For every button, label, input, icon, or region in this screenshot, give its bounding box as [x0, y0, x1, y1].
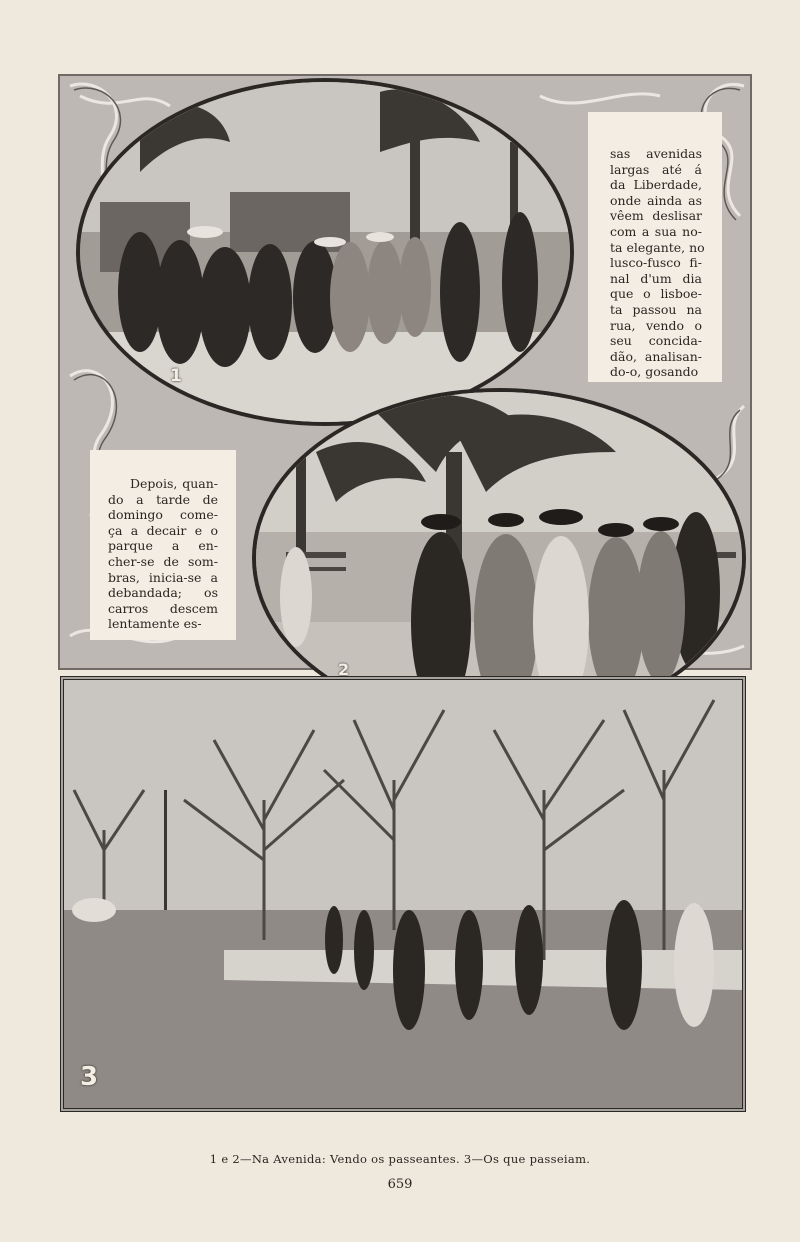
text-line: ça a decair e o [108, 522, 218, 538]
photo-3-illustration [64, 680, 742, 1108]
photo-avenue-seated-spectators [76, 78, 574, 426]
text-line: do-o, gosando [610, 364, 699, 380]
text-line: ta passou na [610, 301, 702, 317]
text-line: dão, analisan- [610, 348, 702, 364]
text-line: sas avenidas [610, 146, 702, 161]
photo-caption: 1 e 2—Na Avenida: Vendo os passeantes. 3—Os que passeiam. [209, 1152, 591, 1166]
article-text-continuation [588, 112, 722, 382]
text-line: rua, vendo o [610, 317, 702, 333]
text-line: que o lisboe- [610, 286, 702, 302]
text-line: vêem deslisar [610, 208, 702, 224]
text-line: Depois, quan- [130, 476, 218, 491]
text-line: nal d'um dia [610, 270, 702, 286]
photo-1-illustration [80, 82, 570, 422]
text-line: lusco-fusco fi- [610, 255, 702, 271]
text-line: seu concida- [610, 333, 702, 349]
text-line: com a sua no- [610, 223, 702, 239]
photo-promenade-walkers [60, 676, 746, 1112]
text-line: da Liberdade, [610, 177, 702, 193]
figure-number-1: 1 [170, 366, 182, 386]
text-line: largas até á [610, 161, 702, 177]
text-line: do a tarde de [108, 491, 218, 507]
photo-2-illustration [256, 392, 742, 724]
text-line: ta elegante, no [610, 239, 705, 255]
text-line: lentamente es- [108, 616, 202, 632]
page-number: 659 [387, 1177, 413, 1192]
text-line: carros descem [108, 600, 218, 616]
figure-number-2: 2 [338, 660, 350, 679]
article-text-opening [90, 450, 236, 640]
text-line: onde ainda as [610, 192, 702, 208]
text-line: parque a en- [108, 538, 218, 554]
text-line: domingo come- [108, 507, 218, 523]
figure-number-3: 3 [80, 1062, 99, 1092]
text-line: debandada; os [108, 585, 218, 601]
text-line: bras, inicia-se a [108, 569, 218, 585]
text-line: cher-se de som- [108, 553, 218, 569]
